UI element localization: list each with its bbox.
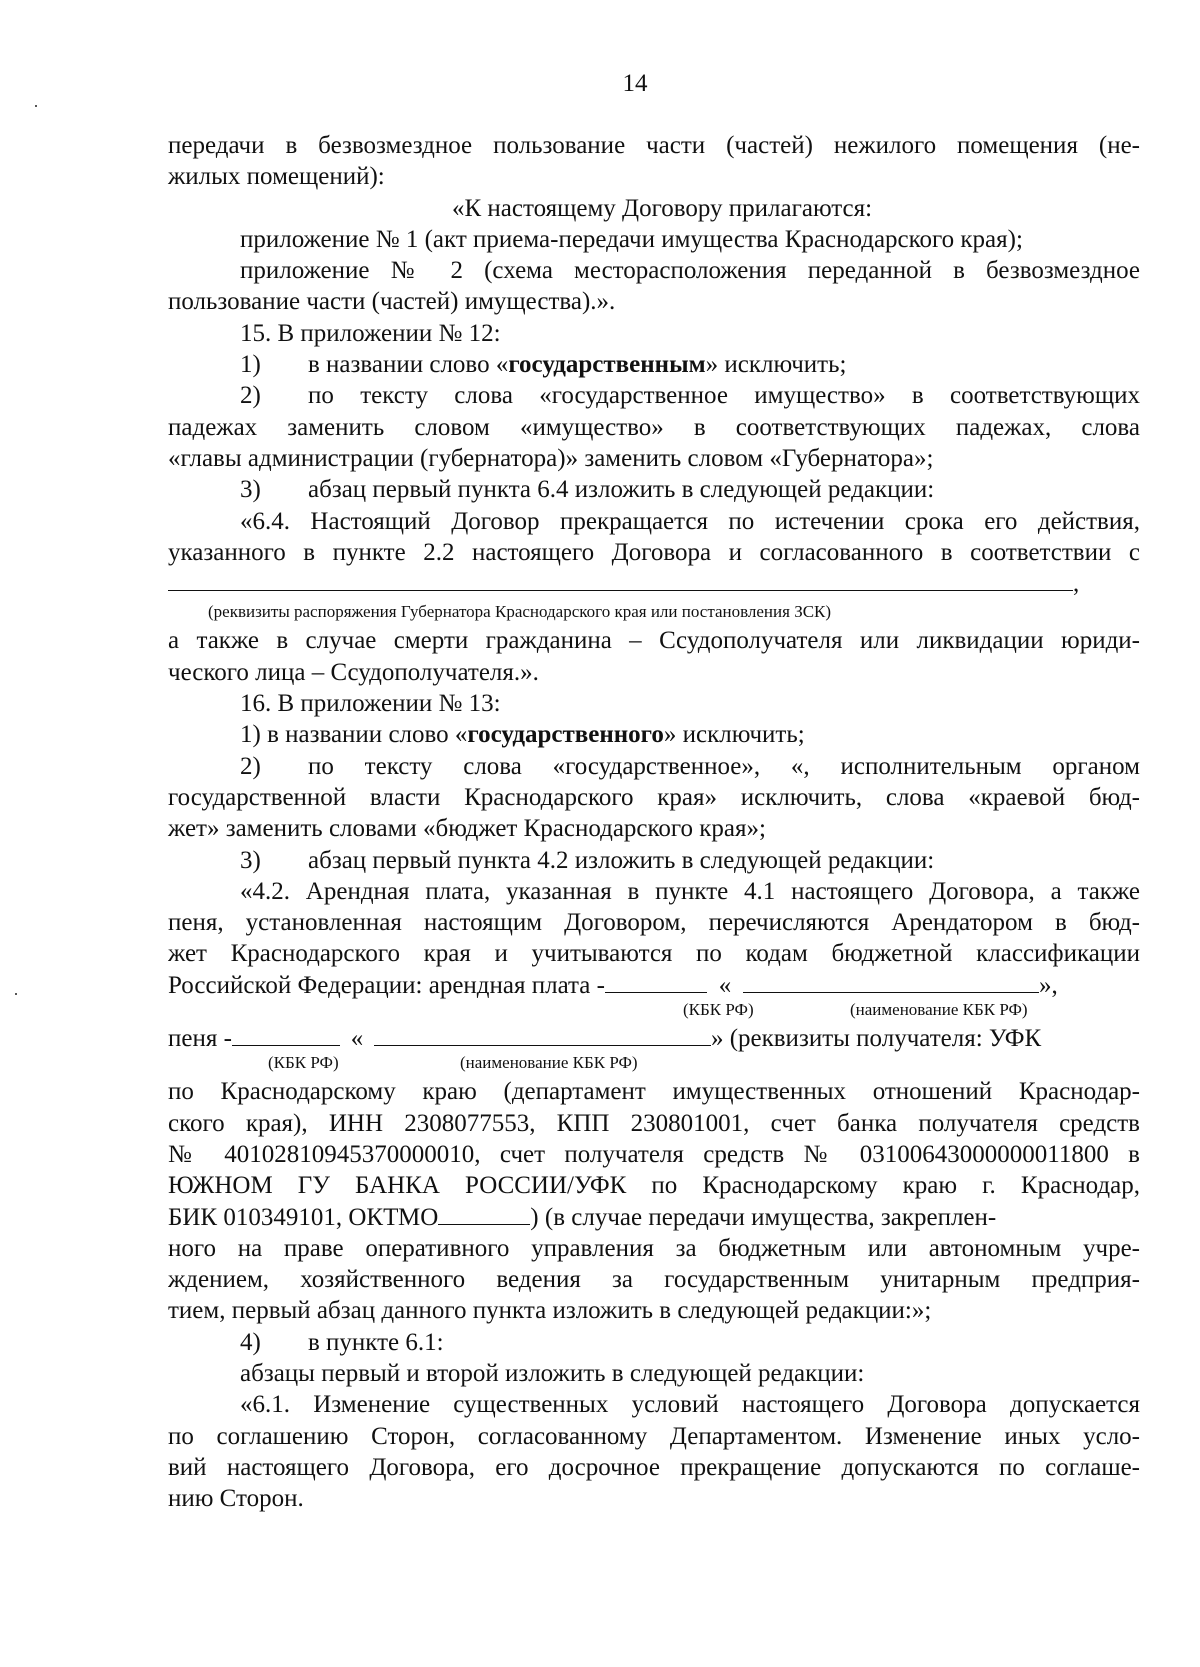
text-span: абзац первый пункта 6.4 изложить в следующей редакции: xyxy=(308,476,935,504)
text-span: по тексту слова «государственное», «, исполнительным органом xyxy=(308,752,1140,780)
text-line: ЮЖНОМ ГУ БАНКА РОССИИ/УФК по Краснодарскому краю г. Краснодар, xyxy=(168,1172,1140,1200)
text-line: падежах заменить словом «имущество» в соответствующих падежах, слова xyxy=(168,413,1140,441)
text-line: по Краснодарскому краю (департамент имущественных отношений Краснодар- xyxy=(168,1078,1140,1106)
text-span: « xyxy=(350,1025,364,1053)
text-line: а также в случае смерти гражданина – Ссудополучателя или ликвидации юриди- xyxy=(168,627,1140,655)
text-line: «6.1. Изменение существенных условий настоящего Договора допускается xyxy=(240,1391,1140,1419)
text-line: по соглашению Сторон, согласованному Департаментом. Изменение иных усло- xyxy=(168,1422,1140,1450)
text-line: ческого лица – Ссудополучателя.». xyxy=(168,658,539,686)
list-item xyxy=(168,349,1140,380)
text-span: , xyxy=(1073,570,1080,598)
text-line: нию Сторон. xyxy=(168,1485,304,1513)
text-span: ) (в случае передачи имущества, закреплен- xyxy=(530,1203,997,1231)
text-span: в названии слово « xyxy=(308,351,509,379)
list-item xyxy=(168,474,1140,505)
text-line: жилых помещений): xyxy=(168,163,385,191)
field-caption: (наименование КБК РФ) xyxy=(460,1053,638,1073)
text-line: приложение № 2 (схема месторасположения переданной в безвозмездное xyxy=(240,257,1140,285)
fill-in-line xyxy=(374,1025,711,1046)
blank-line-row xyxy=(168,970,1140,1001)
blank-line-row xyxy=(168,1023,1140,1054)
section-heading: 16. В приложении № 13: xyxy=(240,690,501,718)
text-line: «6.4. Настоящий Договор прекращается по истечении срока его действия, xyxy=(240,507,1140,535)
list-item xyxy=(168,719,1140,750)
text-line: «К настоящему Договору прилагаются: xyxy=(452,194,873,222)
text-span: « xyxy=(718,971,732,999)
list-number: 1) xyxy=(240,351,261,379)
text-line: вий настоящего Договора, его досрочное прекращение допускаются по соглаше- xyxy=(168,1453,1140,1481)
section-heading: 15. В приложении № 12: xyxy=(240,319,501,347)
list-item xyxy=(168,380,1140,411)
text-line: «4.2. Арендная плата, указанная в пункте 4.1 настоящего Договора, а также xyxy=(240,877,1140,905)
caption-row xyxy=(168,1001,1140,1023)
text-span: » исключить; xyxy=(705,351,847,379)
fill-in-line xyxy=(168,568,1073,591)
text-line: № 40102810945370000010, счет получателя средств № 03100643000000011800 в xyxy=(168,1140,1140,1168)
text-line: указанного в пункте 2.2 настоящего Договора и согласованного в соответствии с xyxy=(168,538,1140,566)
field-caption: (реквизиты распоряжения Губернатора Краснодарского края или постановления ЗСК) xyxy=(208,602,832,622)
text-line: пользование части (частей) имущества).». xyxy=(168,288,616,316)
text-line: жет» заменить словами «бюджет Краснодарского края»; xyxy=(168,815,766,843)
text-span: по тексту слова «государственное имущество» в соответствующих xyxy=(308,382,1140,410)
text-span: абзац первый пункта 4.2 изложить в следующей редакции: xyxy=(308,846,935,874)
fill-in-line xyxy=(438,1204,530,1225)
fill-in-line xyxy=(605,972,707,993)
text-line: «главы администрации (губернатора)» заменить словом «Губернатора»; xyxy=(168,444,934,472)
text-line: пеня, установленная настоящим Договором, перечисляются Арендатором в бюд- xyxy=(168,909,1140,937)
text-span: Российской Федерации: арендная плата - xyxy=(168,971,605,999)
list-number: 2) xyxy=(240,752,261,780)
scan-speck xyxy=(35,105,37,107)
field-caption: (наименование КБК РФ) xyxy=(850,1000,1028,1020)
text-line: ждением, хозяйственного ведения за государственным унитарным предприя- xyxy=(168,1266,1140,1294)
fill-in-line xyxy=(743,972,1039,993)
text-line: ского края), ИНН 2308077553, КПП 230801001, счет банка получателя средств xyxy=(168,1109,1140,1137)
text-line: ного на праве оперативного управления за бюджетным или автономным учре- xyxy=(168,1234,1140,1262)
text-span: 1) в названии слово « xyxy=(240,721,468,749)
list-number: 2) xyxy=(240,382,261,410)
text-line: тием, первый абзац данного пункта изложить в следующей редакции:»; xyxy=(168,1297,932,1325)
list-number: 4) xyxy=(240,1328,261,1356)
blank-line-row xyxy=(168,1202,1140,1233)
text-line: жет Краснодарского края и учитываются по кодам бюджетной классификации xyxy=(168,940,1140,968)
field-caption: (КБК РФ) xyxy=(268,1053,339,1073)
caption-row xyxy=(168,1054,1140,1076)
text-span: » (реквизиты получателя: УФК xyxy=(710,1025,1042,1053)
bold-term: государственным xyxy=(508,351,706,379)
list-item xyxy=(168,751,1140,782)
blank-line-row xyxy=(168,568,1140,599)
scan-speck xyxy=(15,993,17,995)
bold-term: государственного xyxy=(467,721,664,749)
field-caption: (КБК РФ) xyxy=(683,1000,754,1020)
text-span: пеня - xyxy=(168,1025,232,1053)
text-line: приложение № 1 (акт приема-передачи имущества Краснодарского края); xyxy=(240,225,1023,253)
page-number: 14 xyxy=(622,70,648,97)
list-item xyxy=(168,1327,1140,1358)
text-line: абзацы первый и второй изложить в следующей редакции: xyxy=(240,1359,865,1387)
list-number: 3) xyxy=(240,846,261,874)
text-span: » исключить; xyxy=(663,721,805,749)
text-line: государственной власти Краснодарского края» исключить, слова «краевой бюд- xyxy=(168,783,1140,811)
text-span: БИК 010349101, ОКТМО xyxy=(168,1203,439,1231)
list-item xyxy=(168,845,1140,876)
document-body xyxy=(168,130,1140,1514)
list-number: 3) xyxy=(240,476,261,504)
fill-in-line xyxy=(232,1025,340,1046)
text-span: в пункте 6.1: xyxy=(308,1328,444,1356)
text-line: передачи в безвозмездное пользование части (частей) нежилого помещения (не- xyxy=(168,132,1140,159)
text-span: », xyxy=(1038,971,1058,999)
